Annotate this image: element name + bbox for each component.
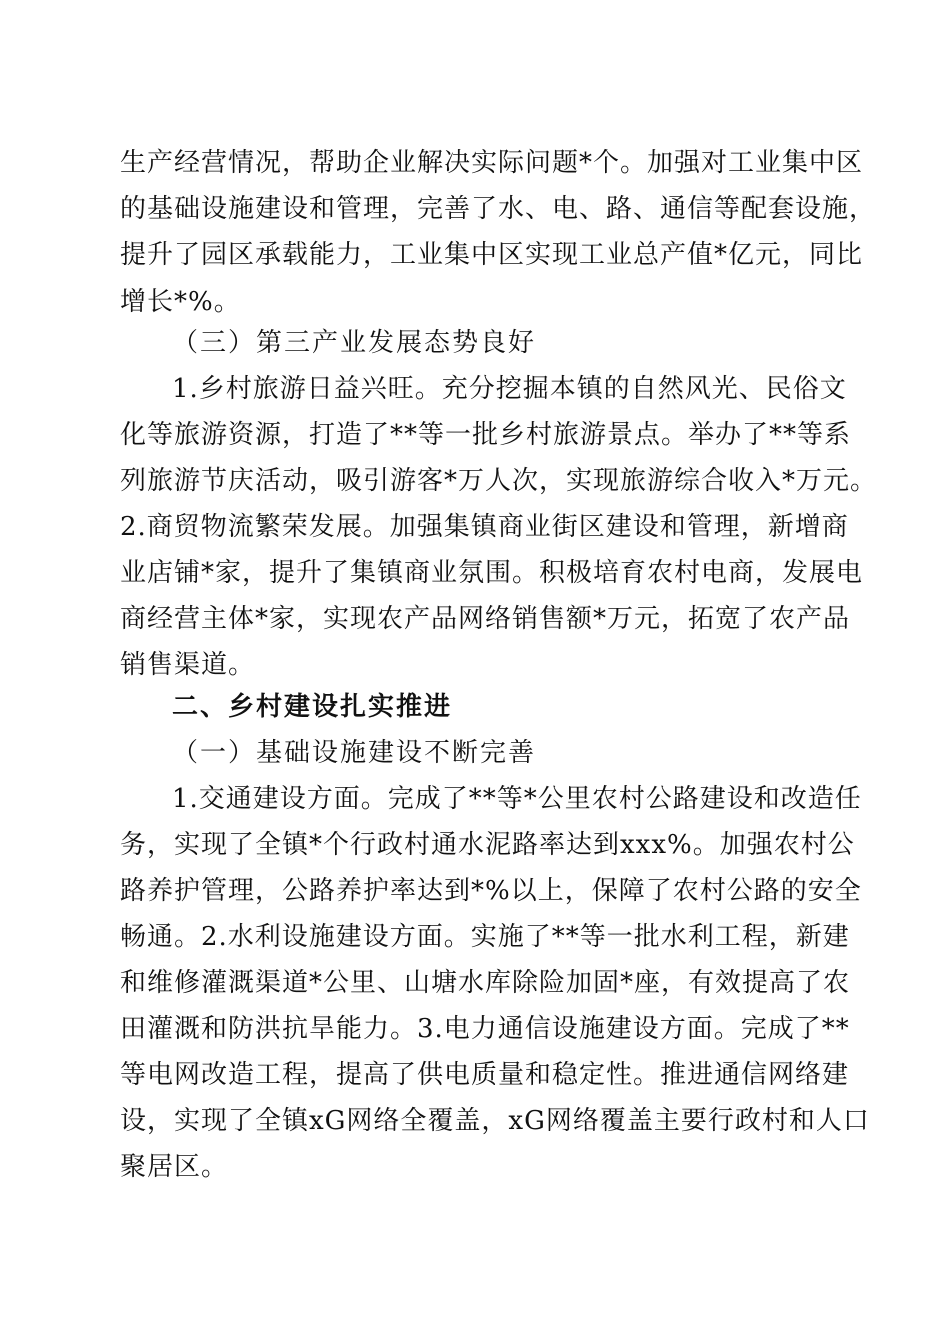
paragraph-line: 2.商贸物流繁荣发展。加强集镇商业街区建设和管理，新增商 (120, 512, 849, 542)
paragraph-line: 设，实现了全镇xG网络全覆盖，xG网络覆盖主要行政村和人口 (120, 1106, 870, 1136)
paragraph-line: 化等旅游资源，打造了**等一批乡村旅游景点。举办了**等系 (120, 420, 852, 450)
paragraph-line: 田灌溉和防洪抗旱能力。3.电力通信设施建设方面。完成了** (120, 1014, 850, 1044)
paragraph-line: 生产经营情况，帮助企业解决实际问题*个。加强对工业集中区 (120, 148, 864, 178)
paragraph-line: 务，实现了全镇*个行政村通水泥路率达到xxx%。加强农村公 (120, 830, 855, 860)
paragraph-line: 畅通。2.水利设施建设方面。实施了**等一批水利工程，新建 (120, 922, 850, 952)
paragraph-line: 路养护管理，公路养护率达到*%以上，保障了农村公路的安全 (120, 876, 862, 906)
paragraph-line: 等电网改造工程，提高了供电质量和稳定性。推进通信网络建 (120, 1060, 850, 1090)
section-heading-infrastructure: （一）基础设施建设不断完善 (172, 738, 537, 768)
section-heading-tertiary-industry: （三）第三产业发展态势良好 (172, 328, 537, 358)
paragraph-line: 增长*%。 (120, 287, 241, 317)
paragraph-line: 和维修灌溉渠道*公里、山塘水库除险加固*座，有效提高了农 (120, 968, 851, 998)
paragraph-line: 1.乡村旅游日益兴旺。充分挖掘本镇的自然风光、民俗文 (172, 374, 847, 404)
paragraph-line: 销售渠道。 (120, 650, 256, 680)
paragraph-line: 提升了园区承载能力，工业集中区实现工业总产值*亿元，同比 (120, 240, 864, 270)
paragraph-line: 业店铺*家，提升了集镇商业氛围。积极培育农村电商，发展电 (120, 558, 864, 588)
paragraph-line: 商经营主体*家，实现农产品网络销售额*万元，拓宽了农产品 (120, 604, 851, 634)
chapter-heading-rural-construction: 二、乡村建设扎实推进 (172, 692, 453, 722)
paragraph-line: 1.交通建设方面。完成了**等*公里农村公路建设和改造任 (172, 784, 862, 814)
paragraph-line: 聚居区。 (120, 1152, 229, 1182)
paragraph-line: 的基础设施建设和管理，完善了水、电、路、通信等配套设施， (120, 194, 877, 224)
paragraph-line: 列旅游节庆活动，吸引游客*万人次，实现旅游综合收入*万元。 (120, 466, 878, 496)
